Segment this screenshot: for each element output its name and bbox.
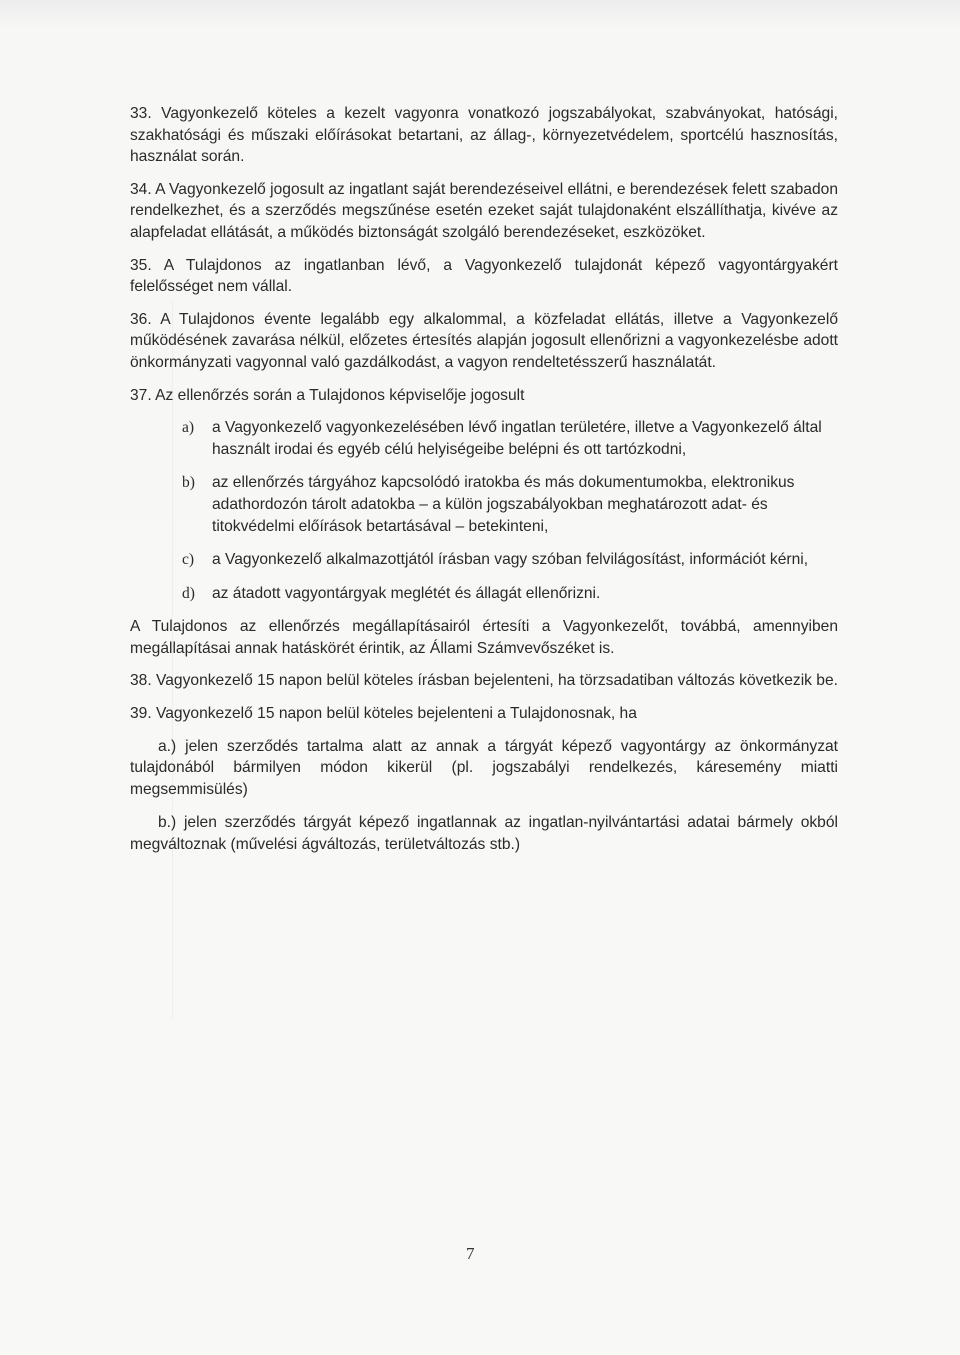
paragraph-34: 34. A Vagyonkezelő jogosult az ingatlant saját berendezéseivel ellátni, e berendezések felett szabadon rendelkezhet, és a szerződés megszűnése esetén ezeket saját tulajdonaként elszállíthatja, kivéve az alapfeladat ellátását, a működés biztonságát szolgáló berendezéseket, eszközöket. [130,180,838,241]
paragraph-39-b: b.) jelen szerződés tárgyát képező ingatlannak az ingatlan-nyilvántartási adatai bármely okból megváltoznak (művelési ágváltozás, területváltozás stb.) [130,814,838,854]
list-item [130,549,838,571]
page-number: 7 [466,1244,475,1263]
paragraph-39: 39. Vagyonkezelő 15 napon belül köteles bejelenteni a Tulajdonosnak, ha [130,705,637,723]
paragraph-37: 37. Az ellenőrzés során a Tulajdonos képviselője jogosult [130,386,525,404]
list-item [130,583,838,605]
paragraph-39-a: a.) jelen szerződés tartalma alatt az annak a tárgyát képező vagyontárgy az önkormányzat tulajdonából bármilyen módon kikerül (pl. jogszabályi rendelkezés, káresemény miatti megsemmisülés) [130,737,838,798]
paragraph-37-conclusion: A Tulajdonos az ellenőrzés megállapításairól értesíti a Vagyonkezelőt, továbbá, amennyiben megállapításai annak hatáskörét érintik, az Állami Számvevőszéket is. [130,618,838,657]
list-marker: b) [182,474,195,492]
document-body [130,103,838,868]
list-item [130,472,838,537]
paragraph-33: 33. Vagyonkezelő köteles a kezelt vagyonra vonatkozó jogszabályokat, szabványokat, hatósági, szakhatósági és műszaki előírásokat betartani, az állag-, környezetvédelem, sportcélú hasznosítás, használat során. [130,105,838,166]
list-item-text: az átadott vagyontárgyak meglétét és állagát ellenőrizni. [212,584,601,602]
list-marker: a) [182,419,195,437]
list-item-text: a Vagyonkezelő vagyonkezelésében lévő ingatlan területére, illetve a Vagyonkezelő által használt irodai és egyéb célú helyiségeibe belépni és ott tartózkodni, [212,419,822,458]
paragraph-36: 36. A Tulajdonos évente legalább egy alkalommal, a közfeladat ellátás, illetve a Vagyonkezelő működésének zavarása nélkül, előzetes értesítés alapján jogosult ellenőrizni a vagyonkezelésbe adott önkormányzati vagyonnal való gazdálkodást, a vagyon rendeltetésszerű használatát. [130,310,838,371]
paragraph-38: 38. Vagyonkezelő 15 napon belül köteles írásban bejelenteni, ha törzsadatiban változás következik be. [130,672,838,690]
paragraph-35: 35. A Tulajdonos az ingatlanban lévő, a Vagyonkezelő tulajdonát képező vagyontárgyakért felelősséget nem vállal. [130,256,838,296]
list-marker: c) [182,551,195,569]
list-item-text: az ellenőrzés tárgyához kapcsolódó iratokba és más dokumentumokba, elektronikus adathordozón tárolt adatokba – a külön jogszabályokban meghatározott adat- és titokvédelmi előírások betartásával – betekinteni, [212,474,795,535]
list-item-text: a Vagyonkezelő alkalmazottjától írásban vagy szóban felvilágosítást, információt kérni, [212,551,809,569]
list-marker: d) [182,584,195,602]
list-item [130,417,838,460]
list-37 [130,417,838,604]
